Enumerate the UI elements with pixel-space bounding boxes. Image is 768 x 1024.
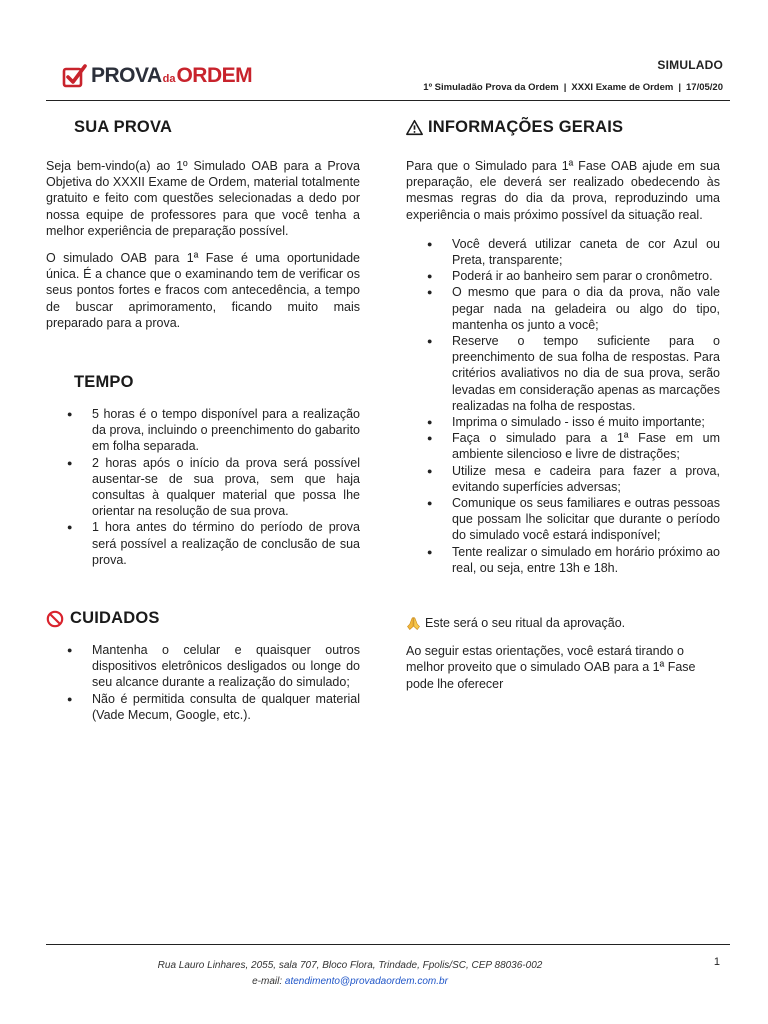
footer-email — [0, 976, 700, 987]
list-item: ● 1 hora antes do término do período de prova será possível a realização de conclusão de sua prova. — [46, 519, 360, 568]
list-item: ● 2 horas após o início da prova será possível ausentar-se de sua prova, sem que haja consultas à qualquer material que possa lhe orientar na resolução de sua prova. — [46, 455, 360, 520]
list-item: ● Não é permitida consulta de qualquer material (Vade Mecum, Google, etc.). — [46, 691, 360, 723]
list-item: ● Tente realizar o simulado em horário próximo ao real, ou seja, entre 13h e 18h. — [406, 544, 720, 576]
info-intro: Para que o Simulado para 1ª Fase OAB ajude em sua preparação, ele deverá ser realizado obedecendo às mesmas regras do dia da prova, reproduzindo uma experiência o mais próximo possível da situação real. — [406, 159, 720, 222]
logo-ordem-text: ORDEM — [176, 64, 253, 87]
ritual-line — [406, 615, 720, 631]
right-column — [406, 118, 720, 692]
list-item: ● Utilize mesa e cadeira para fazer a prova, evitando superfícies adversas; — [406, 463, 720, 495]
header-divider — [46, 100, 730, 101]
logo-prova-text: PROVA — [91, 64, 162, 87]
info-title: INFORMAÇÕES GERAIS — [428, 118, 624, 136]
email-link[interactable]: atendimento@provadaordem.com.br — [284, 976, 448, 987]
check-box-icon — [62, 63, 88, 89]
info-heading — [406, 118, 720, 137]
sua-prova-heading: SUA PROVA — [74, 118, 173, 136]
list-item: ● Imprima o simulado - isso é muito importante; — [406, 414, 720, 430]
cuidados-heading — [46, 609, 360, 628]
email-label: e-mail: — [252, 976, 283, 987]
tempo-list — [46, 406, 360, 568]
footer-divider — [46, 944, 730, 945]
exam-name: 1º Simuladão Prova da Ordem — [423, 82, 559, 93]
list-item: ● 5 horas é o tempo disponível para a realização da prova, incluindo o preenchimento do gabarito em folha separada. — [46, 406, 360, 455]
header-info — [423, 58, 723, 93]
separator: | — [678, 82, 682, 93]
page-number: 1 — [713, 956, 720, 968]
exam-edition: XXXI Exame de Ordem — [571, 82, 674, 93]
list-item: ● Você deverá utilizar caneta de cor Azul ou Preta, transparente; — [406, 236, 720, 268]
ritual-text: Este será o seu ritual da aprovação. — [425, 616, 626, 631]
list-item: ● Poderá ir ao banheiro sem parar o cronômetro. — [406, 268, 720, 284]
warning-icon — [406, 119, 423, 136]
prohibited-icon — [46, 610, 64, 628]
footer-address: Rua Lauro Linhares, 2055, sala 707, Bloco Flora, Trindade, Fpolis/SC, CEP 88036-002 — [157, 960, 543, 971]
list-item: ● Comunique os seus familiares e outras pessoas que possam lhe solicitar que durante o período do simulado você estará indisponível; — [406, 495, 720, 544]
info-list — [406, 236, 720, 576]
sua-prova-paragraph-1: Seja bem-vindo(a) ao 1º Simulado OAB para a Prova Objetiva do XXXII Exame de Ordem, material totalmente gratuito e feito com questões selecionadas a dedo por nossa equipe de professores para que você tenha a melhor experiência de preparação possível. — [46, 159, 360, 238]
list-item: ● O mesmo que para o dia da prova, não vale pegar nada na geladeira ou algo do tipo, mantenha os junto a você; — [406, 284, 720, 333]
cuidados-list — [46, 642, 360, 723]
list-item: ● Mantenha o celular e quaisquer outros dispositivos eletrônicos desligados ou longe do seu alcance durante a realização do simulado; — [46, 642, 360, 691]
header-title: SIMULADO — [657, 58, 723, 72]
cuidados-title: CUIDADOS — [70, 609, 160, 628]
sua-prova-paragraph-2: O simulado OAB para 1ª Fase é uma oportunidade única. É a chance que o examinando tem de verificar os seus pontos fortes e fracos com antecedência, a tempo de buscar aprimoramento, ficando muito mais preparado para a prova. — [46, 251, 360, 330]
list-item: ● Reserve o tempo suficiente para o preenchimento de sua folha de respostas. Para critérios avaliativos no dia de sua prova, serão levadas em consideração apenas as marcações realizadas na folha de respostas. — [406, 333, 720, 414]
logo — [62, 62, 252, 90]
closing-paragraph: Ao seguir estas orientações, você estará tirando o melhor proveito que o simulado OAB para a 1ª Fase pode lhe oferecer — [406, 644, 696, 691]
header-subtitle — [423, 82, 723, 93]
separator: | — [563, 82, 567, 93]
logo-da-text: da — [162, 73, 176, 85]
tempo-heading: TEMPO — [74, 373, 134, 392]
list-item: ● Faça o simulado para a 1ª Fase em um ambiente silencioso e livre de distrações; — [406, 430, 720, 462]
exam-date: 17/05/20 — [686, 82, 723, 93]
left-column — [46, 118, 360, 723]
folded-hands-icon — [406, 616, 421, 631]
